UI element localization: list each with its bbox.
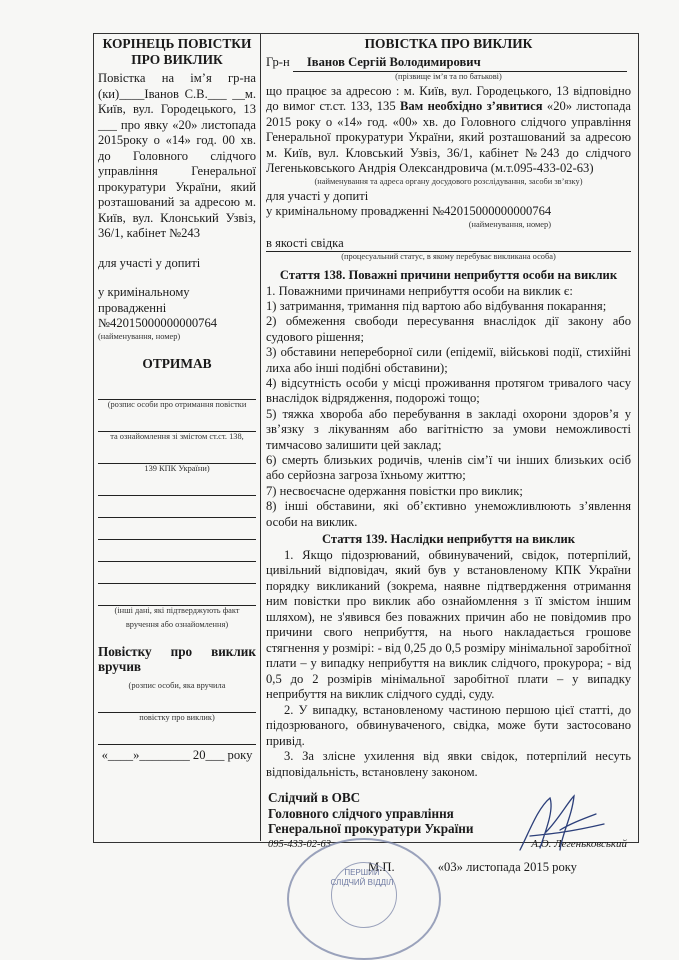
received-note-3: 139 КПК України) [144,463,210,473]
summons-title: ПОВІСТКА ПРО ВИКЛИК [364,36,533,51]
counterfoil-body: Повістка на ім’я гр-на (ки)____Іванов С.В.___ __м. Київ, вул. Городецького, 13 ___ про явку «20» листопада 2015року о «14» год. 00 хв. до Головного слідчого управління Генеральної прокуратури України, який розташований за адресою м. Київ, вул. Клонський Узвіз, 36/1, кабінет №243 [98,71,256,240]
art138-title: Стаття 138. Поважні причини неприбуття особи на виклик [279,268,618,282]
art138-item: 2) обмеження свободи пересування внаслідок дії закону або судового рішення; [266,314,631,344]
sign-line-2: Головного слідчого управління [268,805,454,821]
art138-item: 1) затримання, тримання під вартою або відбування покарання; [266,298,607,313]
stamp-text: ПЕРШИЙ СЛІДЧИЙ ВІДДІЛ [330,868,394,887]
counterfoil-purpose: для участі у допиті [98,255,201,270]
phone-number: 095-433-02-63 [268,838,331,850]
mp-label: М.П. [368,860,395,874]
art139-paragraph-2: 2. У випадку, встановленому частиною першою цієї статті, до підозрюваного, обвинуваченого, свідка, може бути застосовано привід. [266,702,631,748]
art138-item: 7) несвоєчасне одержання повістки про виклик; [266,483,523,498]
received-note-1: (розпис особи про отримання повістки [107,399,247,409]
appear-text: «20» листопада 2015 року о «14» год. «00» хв. до Головного слідчого управління Генеральної прокуратури України, який розташований за адресою м. Київ, вул. Кловський Узвіз, 36/1, кабінет №243 до слідчого Легеньковського Андрія Олександровича (м.т.095-433-02-63) [266,99,631,175]
art138-item: 8) інші обставини, які об’єктивно унеможливлюють з’явлення особи на виклик. [266,499,631,529]
signer-name: А.О. Легеньковський [531,837,627,850]
art139-title: Стаття 139. Наслідки неприбуття на виклик [321,532,576,546]
art138-list [266,284,631,531]
summons-status: в якості свідка [266,236,631,253]
data-line-5 [98,570,256,584]
handwritten-signature [510,790,610,860]
art138-item: 1. Поважними причинами неприбуття особи на виклик є: [266,283,573,298]
summons-proceeding-note: (найменування, номер) [468,219,551,229]
received-signature-line [98,386,256,400]
citizen-note: (прізвище ім’я та по батькові) [395,71,502,81]
counterfoil-title: КОРІНЕЦЬ ПОВІСТКИ ПРО ВИКЛИК [102,36,252,67]
appear-note: (найменування та адреса органу досудового розслідування, засоби зв’язку) [314,176,583,186]
art139-paragraph-1: 1. Якщо підозрюваний, обвинувачений, свідок, потерпілий, цивільний відповідач, який був у встановленому КПК України порядку викликаний (зокрема, наявне підтвердження отримання ним повістки про виклик або ознайомлення з її змістом іншим шляхом), не з'явився без поважних причин або не повідомив про причини свого неприбуття, на нього накладається грошове стягнення у розмірі: - від 0,25 до 0,5 розміру мінімальної заробітної плати – у випадку неприбуття на виклик слідчого, прокурора; - від 0,5 до 2 розмірів мінімальної заробітної плати – у випадку неприбуття на виклик слідчого судді, суду. [266,547,631,701]
citizen-line [266,55,631,72]
address-text: що працює за адресою : м. Київ, вул. Городецького, 13 відповідно до вимог ст.ст. 133, 135 [266,83,631,113]
received-title: ОТРИМАВ [142,355,212,371]
counterfoil-proceeding-note: (найменування, номер) [98,331,181,341]
data-note-2: вручення або ознайомлення) [125,619,229,629]
delivered-title: Повістку про виклик вручив [98,643,256,674]
data-line-1 [98,482,256,496]
art139-paragraph-3: 3. За злісне ухилення від явки свідок, потерпілий несуть відповідальність, встановлену законом. [266,749,631,779]
counterfoil-column [98,36,256,763]
summons-purpose: для участі у допиті [266,188,369,203]
counterfoil-proceeding: у кримінальному провадженні №42015000000000764 [98,285,218,330]
citizen-prefix: Гр-н [266,55,290,69]
official-stamp [287,838,441,960]
citizen-name: Іванов Сергій Володимирович [293,55,627,72]
sign-line-3: Генеральної прокуратури України [268,821,474,836]
counterfoil-date-line: «____»________ 20___ року [101,747,253,762]
sign-line-1: Слідчий в ОВС [268,790,361,805]
delivered-line [98,699,256,713]
art138-item: 6) смерть близьких родичів, членів сім’ї чи інших близьких осіб або серйозна загроза їхньому життю; [266,452,631,483]
summons-column [266,36,631,780]
must-appear-text: Вам необхідно з’явитися [399,99,543,113]
summons-proceeding: у кримінальному провадженні №42015000000000764 [266,204,552,218]
received-line-3 [98,450,256,464]
delivered-line-2 [98,731,256,745]
data-line-4 [98,548,256,562]
delivered-note-2: повістку про виклик) [139,712,215,722]
art138-item: 3) обставини непереборної сили (епідемії, військові події, стихійні лиха або інші подібні обставини); [266,345,631,375]
data-line-2 [98,504,256,518]
delivered-note-1: (розпис особи, яка вручила [128,680,226,690]
column-divider [260,33,261,841]
data-line-3 [98,526,256,540]
received-note-2: та ознайомлення зі змістом ст.ст. 138, [110,431,244,441]
address-paragraph [266,84,631,177]
status-note: (процесуальний статус, в якому перебуває викликана особа) [341,252,556,261]
art138-item: 5) тяжка хвороба або перебування в закладі охорони здоров’я у зв’язку з лікуванням або вагітністю за умови неможливості тимчасово залишити цей заклад; [266,406,631,452]
art138-item: 4) відсутність особи у місці проживання протягом тривалого часу внаслідок відрядження, подорожі тощо; [266,375,631,406]
data-line-6 [98,592,256,606]
issue-date: «03» листопада 2015 року [437,860,577,874]
data-note-1: (інші дані, які підтверджують факт [114,605,240,615]
received-line-2 [98,418,256,432]
